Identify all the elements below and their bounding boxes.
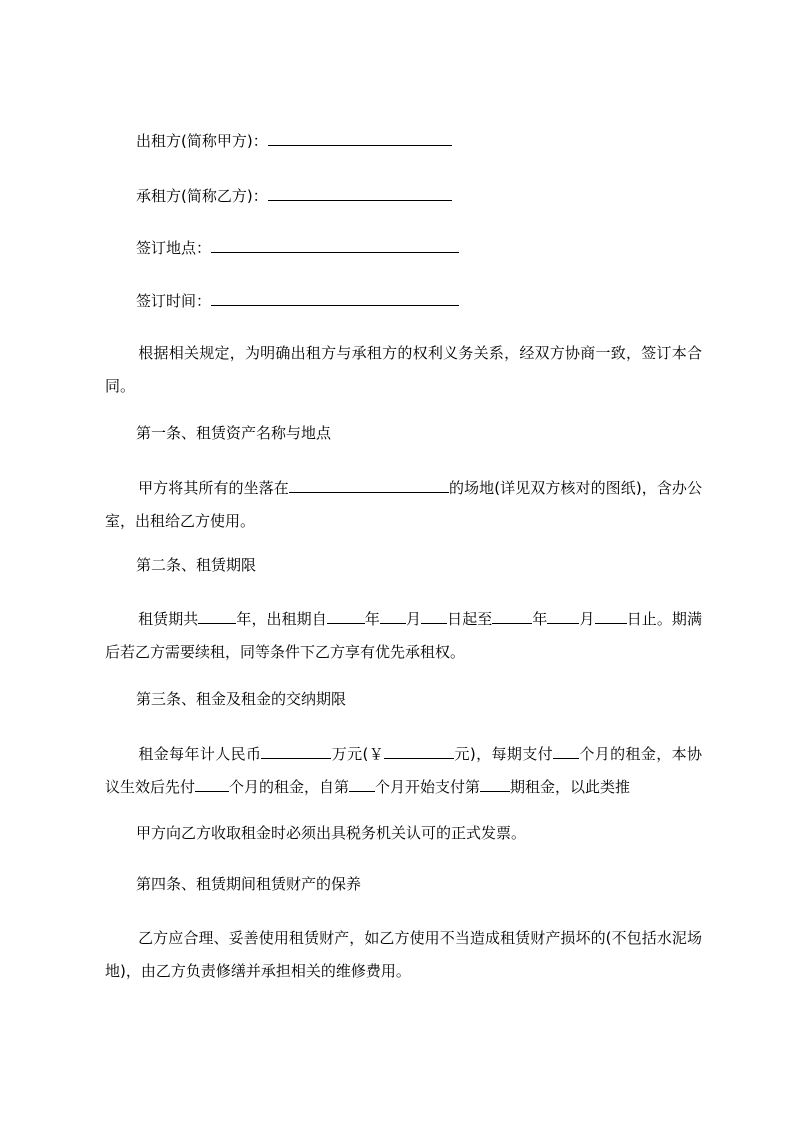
rent-yuan-blank (384, 746, 454, 759)
end-month-blank (547, 611, 579, 624)
article1-body (105, 472, 702, 538)
rent-text-2: 万元(￥ (331, 745, 385, 763)
start-month-blank (380, 611, 406, 624)
lessor-blank (268, 133, 452, 146)
signing-time-label: 签订时间： (136, 292, 212, 310)
lease-term-text-1: 租赁期共 (138, 610, 199, 628)
period-number-blank (480, 779, 510, 792)
article4-text: 乙方应合理、妥善使用租赁财产，如乙方使用不当造成租赁财产损坏的(不包括水泥场地)，由乙方负责修缮并承担相关的维修费用。 (105, 929, 702, 980)
lease-term-text-3: 年 (364, 610, 380, 628)
lease-term-text-7: 月 (579, 610, 595, 628)
lessee-blank (268, 188, 452, 201)
lease-term-text-6: 年 (532, 610, 548, 628)
end-day-blank (595, 611, 627, 624)
signing-place-field (136, 240, 459, 256)
preamble (105, 337, 702, 403)
lease-term-text-4: 月 (405, 610, 422, 628)
rent-wan-blank (261, 746, 331, 759)
start-month-number-blank (349, 779, 375, 792)
rent-text-7: 期租金，以此类推 (510, 778, 631, 796)
start-year-blank (327, 611, 365, 624)
article2-body (105, 603, 702, 669)
term-years-blank (198, 611, 236, 624)
article1-heading: 第一条、租赁资产名称与地点 (136, 424, 332, 442)
lease-term-text-8: 日止。期满后若乙方需要续租，同等条件下乙方享有优先承租权。 (105, 610, 702, 661)
article4-heading: 第四条、租赁期间租赁财产的保养 (136, 875, 362, 893)
start-day-blank (421, 611, 447, 624)
lessee-label: 承租方(简称乙方)： (136, 187, 268, 205)
signing-time-field (136, 293, 459, 309)
article1-text-a: 甲方将其所有的坐落在 (138, 479, 289, 497)
lease-term-text-2: 年，出租期自 (236, 610, 327, 628)
months-per-period-blank (553, 746, 579, 759)
location-blank (289, 480, 449, 493)
lessee-field (136, 188, 452, 204)
invoice-clause: 甲方向乙方收取租金时必须出具税务机关认可的正式发票。 (136, 824, 527, 842)
rent-text-4: 个月的租金，本协议生效后先付 (105, 745, 702, 796)
rent-text-1: 租金每年计人民币 (138, 745, 262, 763)
signing-place-label: 签订地点： (136, 239, 212, 257)
rent-text-5: 个月的租金，自第 (229, 778, 350, 796)
rent-text-6: 个月开始支付第 (375, 778, 481, 796)
signing-place-blank (211, 240, 459, 253)
months-prepaid-blank (195, 779, 229, 792)
rent-text-3: 元)，每期支付 (454, 745, 553, 763)
article4-body (105, 922, 702, 988)
end-year-blank (492, 611, 532, 624)
lessor-field (136, 133, 452, 149)
preamble-text: 根据相关规定，为明确出租方与承租方的权利义务关系，经双方协商一致，签订本合同。 (105, 344, 702, 395)
article2-heading: 第二条、租赁期限 (136, 556, 257, 574)
lessor-label: 出租方(简称甲方)： (136, 132, 268, 150)
article3-heading: 第三条、租金及租金的交纳期限 (136, 690, 347, 708)
article1-text-b: 的场地(详见双方核对的图纸)，含办公室，出租给乙方使用。 (105, 479, 702, 530)
signing-time-blank (211, 293, 459, 306)
article3-body (105, 738, 702, 804)
lease-term-text-5: 日起至 (447, 610, 493, 628)
